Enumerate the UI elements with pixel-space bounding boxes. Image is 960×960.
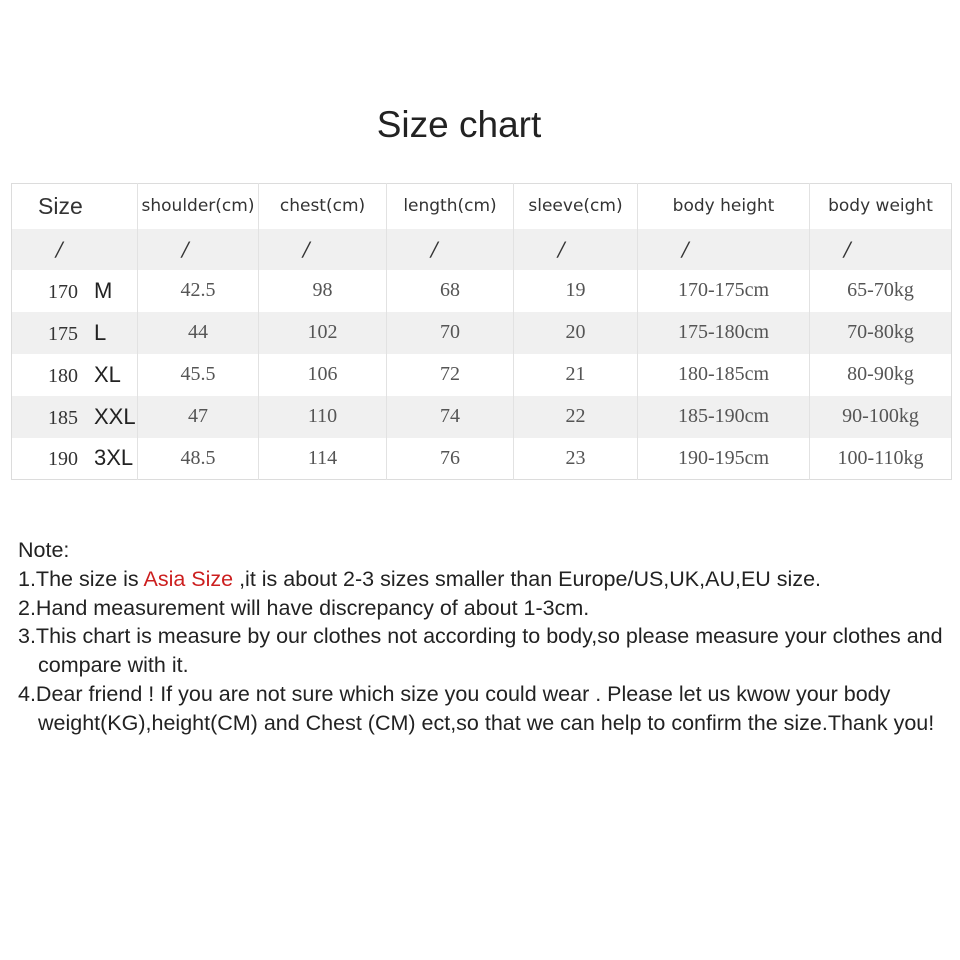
body-height-cell: 185-190cm xyxy=(638,396,810,438)
slash-cell: / xyxy=(56,237,63,261)
slash-cell: / xyxy=(387,229,514,270)
chest-cell: 102 xyxy=(259,312,387,354)
chest-cell: 114 xyxy=(259,438,387,480)
size-cell xyxy=(12,438,138,480)
note-1 xyxy=(18,565,948,594)
size-cell xyxy=(12,396,138,438)
height-value: 185 xyxy=(48,406,78,429)
note-1-prefix: 1.The size is xyxy=(18,566,144,591)
slash-cell: / xyxy=(138,229,259,270)
note-2: 2.Hand measurement will have discrepancy of about 1-3cm. xyxy=(18,595,590,620)
size-label: XXL xyxy=(94,403,136,429)
notes-heading: Note: xyxy=(18,538,70,562)
size-cell xyxy=(12,270,138,312)
length-cell: 76 xyxy=(387,438,514,480)
note-4: 4.Dear friend ! If you are not sure which size you could wear . Please let us kwow your body weight(KG),height(CM) and Chest (CM) ect,so that we can help to confirm the size.Thank you! xyxy=(18,681,935,735)
body-weight-cell: 100-110kg xyxy=(810,438,952,480)
table-row xyxy=(12,438,952,480)
shoulder-cell: 47 xyxy=(138,396,259,438)
body-weight-cell: 90-100kg xyxy=(810,396,952,438)
slash-cell: / xyxy=(810,229,952,270)
header-shoulder: shoulder(cm) xyxy=(138,184,259,229)
notes-section xyxy=(18,536,948,738)
table-row xyxy=(12,312,952,354)
body-weight-cell: 70-80kg xyxy=(810,312,952,354)
height-value: 180 xyxy=(48,364,78,387)
size-label: M xyxy=(94,277,113,303)
header-body-height: body height xyxy=(638,184,810,229)
note-1-suffix: ,it is about 2-3 sizes smaller than Europe/US,UK,AU,EU size. xyxy=(233,566,822,591)
slash-cell: / xyxy=(638,229,810,270)
size-chart-table xyxy=(11,183,952,480)
height-value: 190 xyxy=(48,448,78,471)
header-size: Size xyxy=(38,192,83,219)
body-height-cell: 190-195cm xyxy=(638,438,810,480)
length-cell: 72 xyxy=(387,354,514,396)
slash-cell: / xyxy=(259,229,387,270)
chest-cell: 106 xyxy=(259,354,387,396)
body-weight-cell: 65-70kg xyxy=(810,270,952,312)
body-height-cell: 180-185cm xyxy=(638,354,810,396)
length-cell: 70 xyxy=(387,312,514,354)
length-cell: 68 xyxy=(387,270,514,312)
table-row xyxy=(12,354,952,396)
shoulder-cell: 42.5 xyxy=(138,270,259,312)
asia-size-highlight: Asia Size xyxy=(143,566,234,591)
length-cell: 74 xyxy=(387,396,514,438)
size-cell xyxy=(12,312,138,354)
table-row xyxy=(12,396,952,438)
shoulder-cell: 45.5 xyxy=(138,354,259,396)
slash-cell: / xyxy=(514,229,638,270)
chest-cell: 110 xyxy=(259,396,387,438)
body-weight-cell: 80-90kg xyxy=(810,354,952,396)
size-label: XL xyxy=(94,361,121,387)
table-slash-row xyxy=(12,229,952,270)
table-header-row xyxy=(12,184,952,229)
size-label: 3XL xyxy=(94,445,134,471)
size-cell xyxy=(12,354,138,396)
note-3: 3.This chart is measure by our clothes not according to body,so please measure your clothes and compare with it. xyxy=(18,624,943,678)
height-value: 175 xyxy=(48,322,78,345)
sleeve-cell: 19 xyxy=(514,270,638,312)
header-chest: chest(cm) xyxy=(259,184,387,229)
size-label: L xyxy=(94,319,107,345)
body-height-cell: 170-175cm xyxy=(638,270,810,312)
header-length: length(cm) xyxy=(387,184,514,229)
sleeve-cell: 21 xyxy=(514,354,638,396)
sleeve-cell: 23 xyxy=(514,438,638,480)
chest-cell: 98 xyxy=(259,270,387,312)
page-title: Size chart xyxy=(376,104,542,145)
body-height-cell: 175-180cm xyxy=(638,312,810,354)
header-body-weight: body weight xyxy=(810,184,952,229)
table-row xyxy=(12,270,952,312)
sleeve-cell: 20 xyxy=(514,312,638,354)
shoulder-cell: 44 xyxy=(138,312,259,354)
shoulder-cell: 48.5 xyxy=(138,438,259,480)
sleeve-cell: 22 xyxy=(514,396,638,438)
height-value: 170 xyxy=(48,280,78,303)
header-sleeve: sleeve(cm) xyxy=(514,184,638,229)
